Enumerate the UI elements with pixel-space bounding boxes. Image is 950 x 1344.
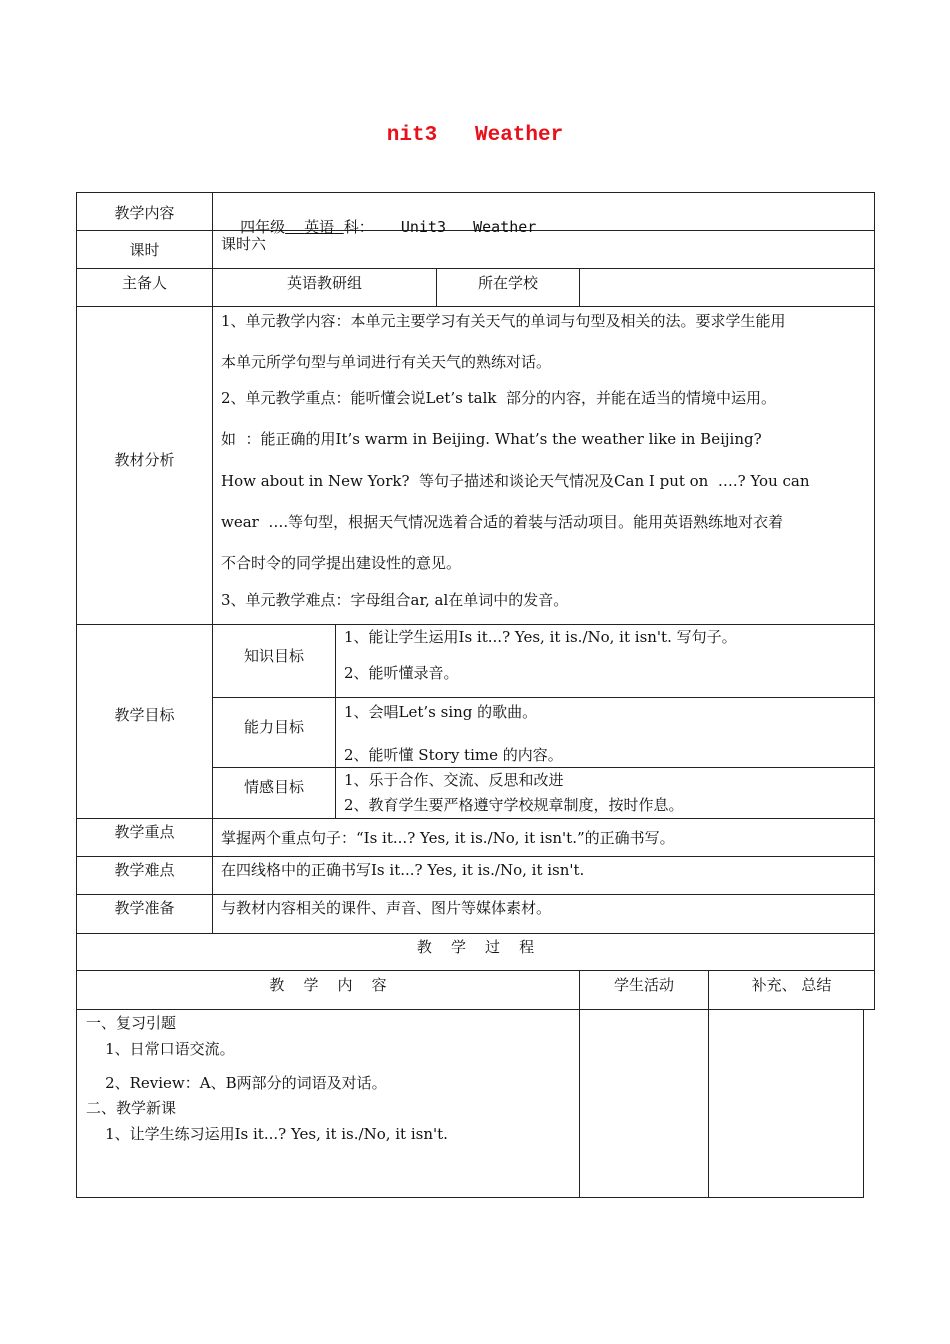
content-label: 教学内容 bbox=[114, 204, 175, 222]
preparer-value: 英语教研组 bbox=[286, 274, 362, 292]
grade: 四年级 bbox=[240, 218, 286, 236]
emotion-goal-line: 1、乐于合作、交流、反思和改进 bbox=[344, 771, 564, 789]
column-divider bbox=[708, 970, 709, 1198]
page-title: nit3 Weather bbox=[386, 124, 564, 147]
key-point-value: 掌握两个重点句子：“Is it...? Yes, it is./No, it isn't.”的正确书写。 bbox=[221, 829, 675, 847]
analysis-line: wear ….等句型，根据天气情况选着合适的着装与活动项目。能用英语熟练地对衣着 bbox=[221, 513, 784, 531]
knowledge-goal-line: 1、能让学生运用Is it...? Yes, it is./No, it isn't. 写句子。 bbox=[344, 628, 737, 646]
column-divider bbox=[579, 268, 580, 306]
analysis-line: 本单元所学句型与单词进行有关天气的熟练对话。 bbox=[221, 353, 552, 371]
ability-goal-line: 2、能听懂 Story time 的内容。 bbox=[344, 746, 563, 764]
knowledge-goal-label: 知识目标 bbox=[243, 647, 304, 665]
analysis-line: 2、单元教学重点：能听懂会说Let’s talk 部分的内容，并能在适当的情境中运用。 bbox=[221, 389, 777, 407]
process-content-header: 教 学 内 容 bbox=[269, 976, 387, 994]
analysis-line: 如 ：能正确的用It’s warm in Beijing. What’s the weather like in Beijing? bbox=[221, 430, 762, 448]
row-divider bbox=[76, 970, 875, 971]
analysis-line: 1、单元教学内容：本单元主要学习有关天气的单词与句型及相关的法。要求学生能用 bbox=[221, 312, 786, 330]
key-point-label: 教学重点 bbox=[114, 823, 175, 841]
column-divider bbox=[579, 970, 580, 1198]
ability-goal-line: 1、会唱Let’s sing 的歌曲。 bbox=[344, 703, 538, 721]
row-divider bbox=[76, 856, 875, 857]
row-divider bbox=[76, 818, 875, 819]
knowledge-goal-line: 2、能听懂录音。 bbox=[344, 664, 459, 682]
subject-suffix: 科： bbox=[343, 218, 374, 236]
row-divider bbox=[76, 268, 875, 269]
period-label: 课时 bbox=[129, 241, 160, 259]
row-divider bbox=[76, 624, 875, 625]
emotion-goal-label: 情感目标 bbox=[243, 778, 304, 796]
subject: 英语 bbox=[304, 218, 335, 236]
school-label: 所在学校 bbox=[477, 274, 538, 292]
row-divider bbox=[76, 933, 875, 934]
preparer-label: 主备人 bbox=[121, 274, 167, 292]
table-border-bottom bbox=[76, 1197, 864, 1198]
process-line: 一、复习引题 bbox=[86, 1014, 177, 1032]
difficulty-label: 教学难点 bbox=[114, 861, 175, 879]
unit-title: Unit3 Weather bbox=[400, 218, 537, 236]
column-divider bbox=[335, 624, 336, 818]
process-line: 1、让学生练习运用Is it...? Yes, it is./No, it isn't. bbox=[86, 1125, 448, 1143]
process-heading: 教 学 过 程 bbox=[416, 938, 535, 956]
process-line: 1、日常口语交流。 bbox=[86, 1040, 235, 1058]
preparation-label: 教学准备 bbox=[114, 899, 175, 917]
table-border-right bbox=[874, 192, 875, 1010]
process-line: 二、教学新课 bbox=[86, 1099, 177, 1117]
difficulty-value: 在四线格中的正确书写Is it...? Yes, it is./No, it isn't. bbox=[221, 861, 585, 879]
process-line: 2、Review：A、B两部分的词语及对话。 bbox=[86, 1074, 387, 1092]
student-activity-header: 学生活动 bbox=[613, 976, 674, 994]
analysis-label: 教材分析 bbox=[114, 451, 175, 469]
table-border-left bbox=[76, 192, 77, 1198]
table-border-right-lower bbox=[863, 1009, 864, 1198]
ability-goal-label: 能力目标 bbox=[243, 718, 304, 736]
row-divider bbox=[76, 1009, 875, 1010]
goals-label: 教学目标 bbox=[114, 706, 175, 724]
row-divider bbox=[212, 697, 875, 698]
analysis-line: 不合时令的同学提出建设性的意见。 bbox=[221, 554, 462, 572]
emotion-goal-line: 2、教育学生要严格遵守学校规章制度，按时作息。 bbox=[344, 796, 684, 814]
row-divider bbox=[76, 306, 875, 307]
row-divider bbox=[212, 767, 875, 768]
column-divider bbox=[212, 192, 213, 933]
analysis-line: 3、单元教学难点：字母组合ar, al在单词中的发音。 bbox=[221, 591, 569, 609]
row-divider bbox=[76, 894, 875, 895]
summary-header: 补充、 总结 bbox=[751, 976, 832, 994]
analysis-line: How about in New York? 等句子描述和谈论天气情况及Can I put on ….? You can bbox=[221, 472, 810, 490]
period-value: 课时六 bbox=[221, 235, 267, 253]
table-border-top bbox=[76, 192, 875, 193]
content-value bbox=[221, 197, 536, 257]
preparation-value: 与教材内容相关的课件、声音、图片等媒体素材。 bbox=[221, 899, 552, 917]
